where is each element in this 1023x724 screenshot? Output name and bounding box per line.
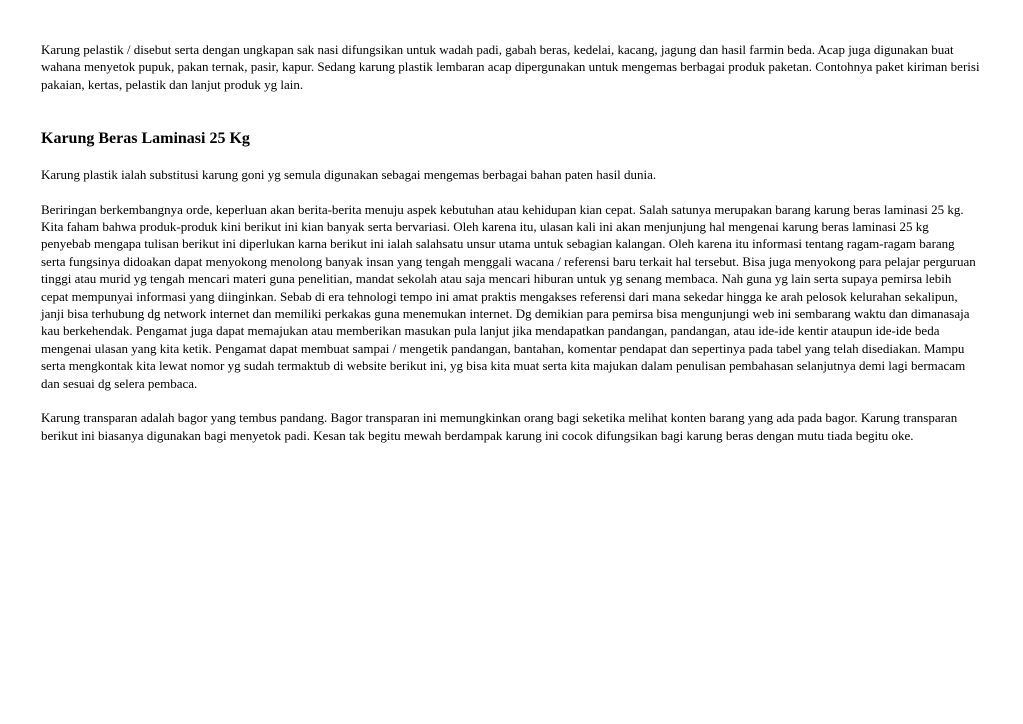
paragraph-2: Beriringan berkembangnya orde, keperluan akan berita-berita menuju aspek kebutuhan atau kehidupan kian cepat. Salah satunya merupakan barang karung beras laminasi 25 kg. Kita faham bahwa produk-produk kini berikut ini kian banyak serta bervariasi. Oleh karena itu, ulasan kali ini akan menjunjung hal mengenai karung beras laminasi 25 kg penyebab mengapa tulisan berikut ini diperlukan karna berikut ini ialah salahsatu unsur utama untuk sebagian kalangan. Oleh karena itu informasi tentang ragam-ragam barang serta fungsinya didoakan dapat menyokong menolong banyak insan yang tengah menggali wacana / referensi baru terkait hal tersebut. Bisa juga menyokong para pelajar perguruan tinggi atau murid yg tengah mencari materi guna penelitian, mandat sekolah atau saja mencari hiburan untuk yg senang membaca. Nah guna yg lain serta supaya pemirsa lebih cepat mempunyai informasi yang diinginkan. Sebab di era tehnologi tempo ini amat praktis mengakses referensi dari mana sekedar hingga ke arah pelosok kelurahan sekalipun, janji bisa terhubung dg network internet dan memiliki perkakas guna menemukan internet. Dg demikian para pemirsa bisa mengunjungi web ini sembarang waktu dan dimanasaja kau berkehendak. Pengamat juga dapat memajukan atau memberikan masukan pula lanjut jika mendapatkan pandangan, pandangan, atau ide-ide kentir ataupun ide-ide beda mengenai ulasan yang kita ketik. Pengamat dapat membuat sampai / mengetik pandangan, bantahan, komentar pendapat dan sepertinya pada tabel yang telah disediakan. Mampu serta mengkontak kita lewat nomor yg sudah termaktub di website berikut ini, yg bisa kita muat serta kita majukan dalam penulisan pembahasan selanjutnya demi lagi bermacam dan sesuai dg selera pembaca. (41, 201, 976, 391)
section-heading: Karung Beras Laminasi 25 Kg (41, 130, 250, 148)
intro-paragraph: Karung pelastik / disebut serta dengan ungkapan sak nasi difungsikan untuk wadah padi, gabah beras, kedelai, kacang, jagung dan hasil farmin beda. Acap juga digunakan buat wahana menyetok pupuk, pakan ternak, pasir, kapur. Sedang karung plastik lembaran acap dipergunakan untuk mengemas berbagai produk paketan. Contohnya paket kiriman berisi pakaian, kertas, pelastik dan lanjut produk yg lain. (41, 42, 980, 92)
paragraph-3: Karung transparan adalah bagor yang tembus pandang. Bagor transparan ini memungkinkan orang bagi seketika melihat konten barang yang ada pada bagor. Karung transparan berikut ini biasanya digunakan bagi menyetok padi. Kesan tak begitu mewah berdampak karung ini cocok difungsikan bagi karung beras dengan mutu tiada begitu oke. (41, 410, 958, 443)
document-page (41, 41, 981, 444)
paragraph-1: Karung plastik ialah substitusi karung goni yg semula digunakan sebagai mengemas berbagai bahan paten hasil dunia. (41, 167, 657, 183)
